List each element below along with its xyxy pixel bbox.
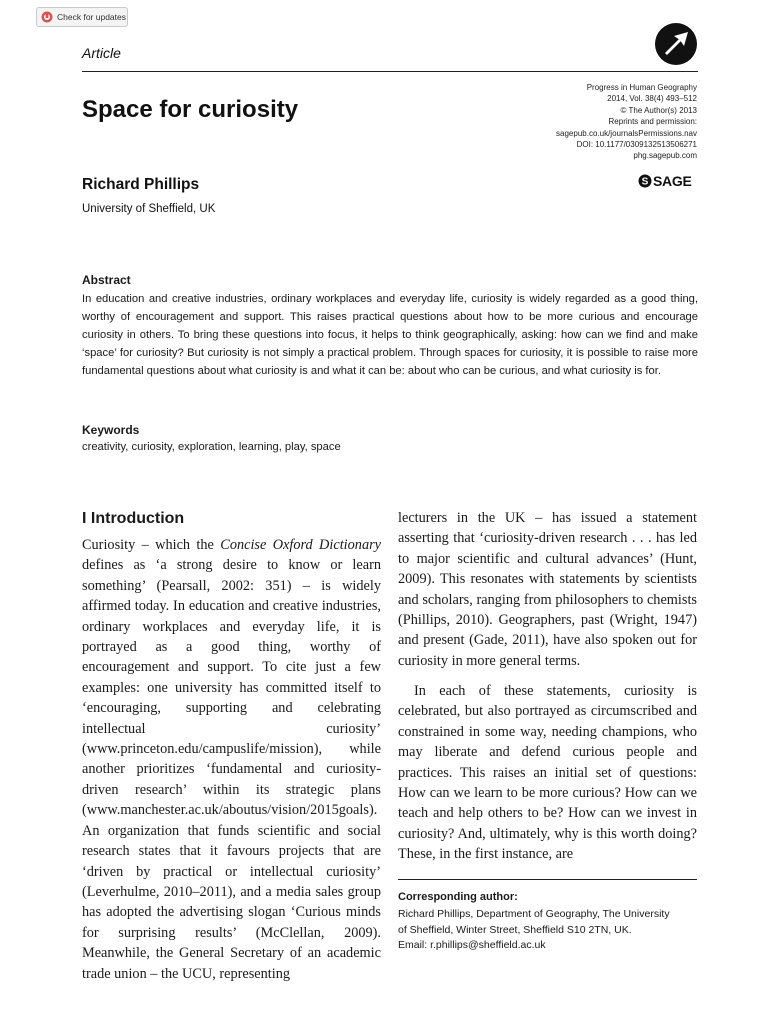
header-rule <box>82 71 698 72</box>
abstract-heading: Abstract <box>82 273 131 287</box>
dictionary-title: Concise Oxford Dictionary <box>220 537 382 553</box>
svg-text:S: S <box>641 176 649 188</box>
body-text-prefix: Curiosity – which the <box>82 537 221 553</box>
corr-line-2: of Sheffield, Winter Street, Sheffield S10 2TN, UK. <box>398 923 632 936</box>
corresponding-author-details <box>398 907 703 954</box>
body-paragraph-right-1: lecturers in the UK – has issued a statement asserting that ‘curiosity-driven research . . . has led to major scientific and cultural advances’ (Hunt, 2009). This resonates with statements by scientists and scholars, ranging from philosophers to chemists (Phillips, 2010). Geographers, past (Wright, 1947) and present (Gade, 2011), have also spoken out for curiosity in more general terms. <box>398 510 697 669</box>
journal-name: Progress in Human Geography <box>586 83 697 92</box>
author-name: Richard Phillips <box>82 176 200 193</box>
reprints-label: Reprints and permission: <box>608 117 697 127</box>
sage-wordmark: SAGE <box>653 173 692 189</box>
body-paragraph-right-2: In each of these statements, curiosity is celebrated, but also portrayed as circumscribed and constrained in some way, needing champions, who may liberate and defend curious people and practices. This raises an initial set of questions: How can we learn to be more curious? How can we teach and help others to be? How can we invest in curiosity? And, ultimately, why is this worth doing? These, in the first instance, are <box>398 683 697 863</box>
journal-url[interactable]: phg.sagepub.com <box>633 151 697 161</box>
sage-s-icon <box>638 174 652 188</box>
check-for-updates-badge[interactable] <box>36 7 128 27</box>
keywords-heading: Keywords <box>82 423 140 437</box>
updates-badge-label: Check for updates <box>57 12 126 22</box>
crossmark-icon <box>41 11 53 23</box>
section-heading-introduction: I Introduction <box>82 510 185 527</box>
copyright-line: © The Author(s) 2013 <box>620 105 697 115</box>
body-paragraph-left <box>82 535 381 984</box>
corresponding-author-heading: Corresponding author: <box>398 891 518 903</box>
keywords-list: creativity, curiosity, exploration, learning, play, space <box>82 441 341 453</box>
footnote-rule <box>398 879 697 880</box>
journal-metadata <box>437 82 697 162</box>
journal-volume: 2014, Vol. 38(4) 493–512 <box>607 94 697 104</box>
sage-logo <box>638 173 691 189</box>
doi-line[interactable]: DOI: 10.1177/0309132513506271 <box>576 140 697 150</box>
paper-title: Space for curiosity <box>82 96 299 123</box>
permissions-link[interactable]: sagepub.co.uk/journalsPermissions.nav <box>556 128 697 138</box>
corr-email[interactable]: Email: r.phillips@sheffield.ac.uk <box>398 939 546 951</box>
body-text-rest: defines as ‘a strong desire to know or learn something’ (Pearsall, 2002: 351) – is widely affirmed today. In education and creative industries, ordinary workplaces and everyday life, it is portrayed as a good thing, worthy of encouragement and support. To cite just a few examples: one university has committed itself to ‘encouraging, supporting and celebrating intellectual curiosity’ (www.princeton.edu/campuslife/mission), while another prioritizes ‘fundamental and curiosity-driven research’ within its strategic plans (www.manchester.ac.uk/aboutus/vision/2015goals). An organization that funds scientific and social research states that it favours projects that are ‘driven by practical or intellectual curiosity’ (Leverhulme, 2010–2011), and a media sales group has adopted the advertising slogan ‘Curious minds for surprising results’ (McClellan, 2009). Meanwhile, the General Secretary of an academic trade union – the UCU, representing <box>82 557 381 982</box>
corr-line-1: Richard Phillips, Department of Geography, The University <box>398 908 670 920</box>
publisher-arrow-logo-icon <box>654 22 698 66</box>
article-type-label: Article <box>82 45 121 61</box>
abstract-text: In education and creative industries, ordinary workplaces and everyday life, curiosity is widely regarded as a good thing, worthy of encouragement and support. This raises practical questions about how to be more curious and encourage curiosity in others. To bring these questions into focus, it helps to think geographically, asking: how can we find and make ‘space’ for curiosity? But curiosity is not simply a practical problem. Through spaces for curiosity, it is possible to raise more fundamental questions about what curiosity is and what it can be: about who can be curious, and what curiosity is for. <box>82 293 698 377</box>
author-affiliation: University of Sheffield, UK <box>82 203 216 215</box>
